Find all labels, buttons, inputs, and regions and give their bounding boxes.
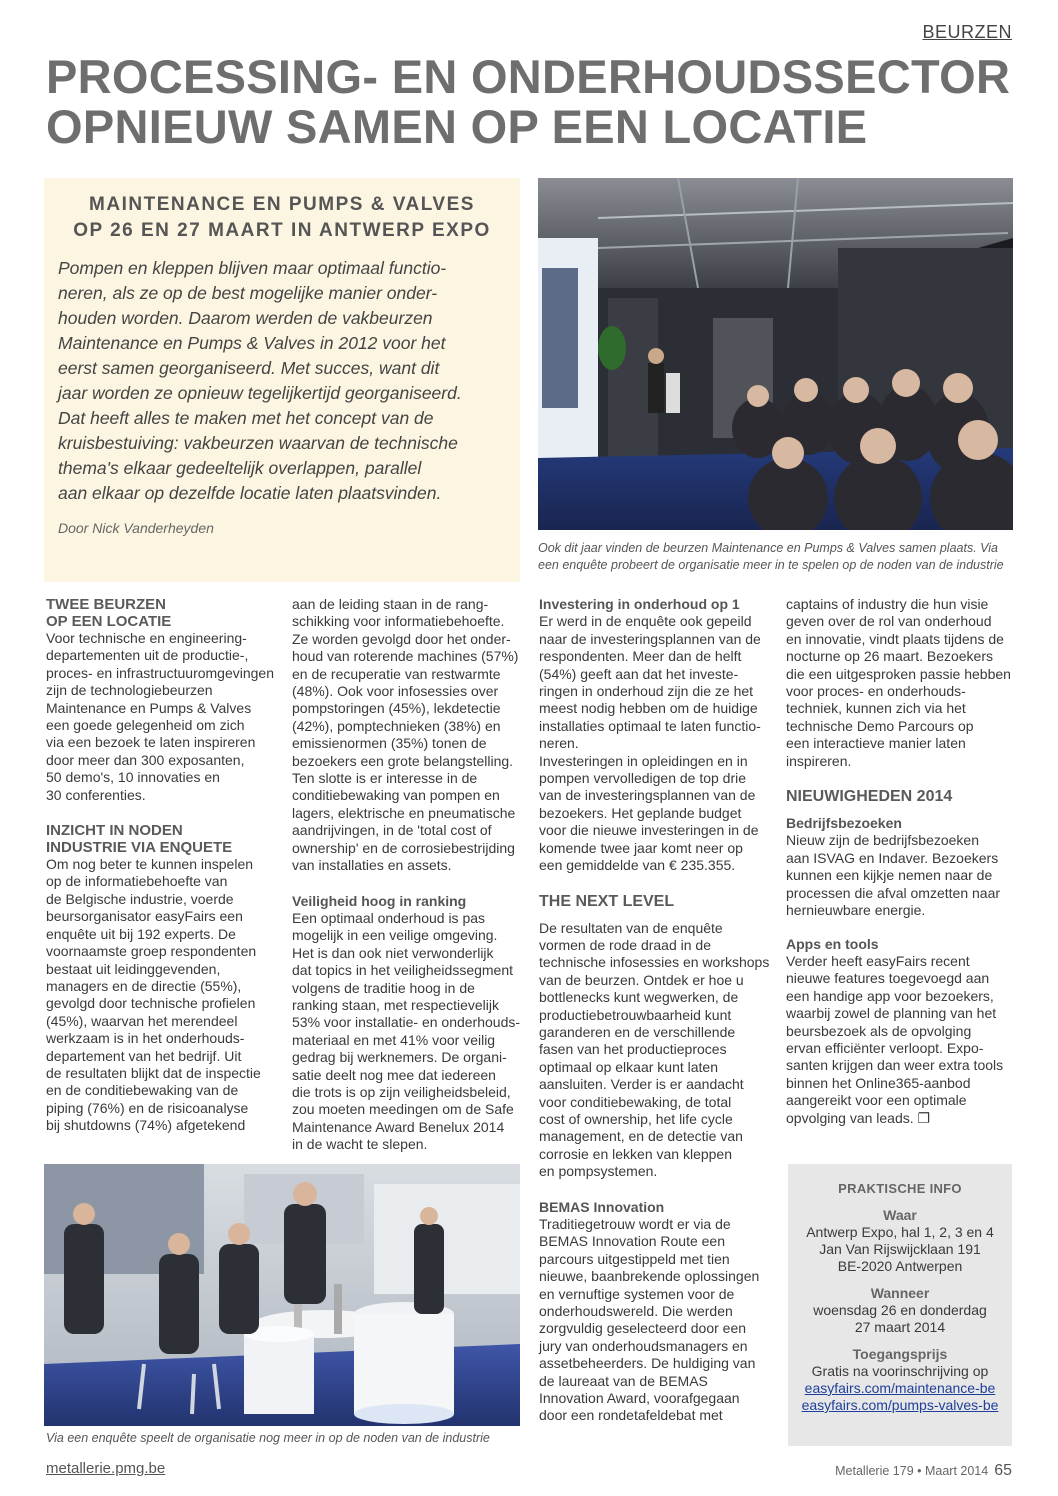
text-line: respondenten. Meer dan de helft [539,648,742,665]
info-address-line: Jan Van Rijswijcklaan 191 [819,1241,981,1257]
text-line: komende twee jaar komt neer op [539,839,743,856]
text-line: bezoekers. Het geplande budget [539,804,742,821]
text-line: waarbij zowel de planning van het [786,1005,997,1022]
text-line: door meer dan 300 exposanten, [46,751,245,768]
headline [46,52,1026,152]
exhibition-photo [44,1164,520,1426]
text-line: een goede gelegenheid om zich [46,717,245,734]
text-line: gedrag bij werknemers. De organi- [292,1049,507,1066]
info-waar-label: Waar [883,1207,917,1223]
text-line: proces- en infrastructuuromgevingen [46,664,275,681]
pumps-valves-link[interactable]: easyfairs.com/pumps-valves-be [801,1397,999,1413]
text-line: dat topics in het veiligheidssegment [292,962,514,979]
heading-next-level: THE NEXT LEVEL [539,892,675,910]
text-line: inspireren. [786,752,852,769]
heading-twee-beurzen [46,596,276,630]
intro-line: Pompen en kleppen blijven maar optimaal functio- [58,258,447,278]
text-line: een gemiddelde van € 235.355. [539,857,736,874]
text-line: installaties optimaal te laten functio- [539,717,761,734]
text-line: pompen vervolledigen de top drie [539,770,747,787]
text-line: technische Demo Parcours op [786,717,974,734]
heading-inzicht [46,822,276,856]
paragraph [46,856,276,1135]
text-line: 53% voor installatie- en onderhouds- [292,1014,521,1031]
text-line: onderhoudswereld. Die werden [539,1303,733,1320]
text-line: de Belgische industrie, voerde [46,890,234,907]
text-line: bij shutdowns (74%) afgetekend [46,1117,246,1134]
text-line: voornaamste groep respondenten [46,943,257,960]
text-line: binnen het Online365-aanbod [786,1074,971,1091]
text-line: die trots is op zijn veiligheidsbeleid, [292,1083,511,1100]
text-line: garanderen en de verschillende [539,1023,736,1040]
text-line: fasen van het productieproces [539,1041,727,1058]
paragraph [539,920,773,1181]
text-line: nocturne op 26 maart. Bezoekers [786,648,994,665]
text-line: bestaat uit leidinggevenden, [46,960,221,977]
text-line: technische infosessies en workshops [539,954,770,971]
intro-line: kruisbestuiving: vakbeurzen waarvan de technische [58,433,458,453]
text-line: ringen in onderhoud zijn die ze het [539,683,754,700]
text-line: Investeringen in opleidingen en in [539,752,748,769]
text-line: gevolgd door technische profielen [46,995,256,1012]
text-line: Nieuw zijn de bedrijfsbezoeken [786,832,979,849]
intro-line: Maintenance en Pumps & Valves in 2012 voor het [58,333,446,353]
intro-subtitle-line-2: OP 26 EN 27 MAART IN ANTWERP EXPO [73,220,491,241]
byline: Door Nick Vanderheyden [58,520,214,536]
text-line: op de informatiebehoefte van [46,873,228,890]
text-line: nieuwe, baanbrekende oplossingen [539,1268,760,1285]
text-line: voor conditiebewaking, de total [539,1093,732,1110]
text-line: ownership' en de corrosiebestrijding [292,839,515,856]
text-line: 30 conferenties. [46,786,146,803]
praktische-info-box [788,1164,1012,1446]
text-line: managers en de directie (55%), [46,977,242,994]
headline-line-2: OPNIEUW SAMEN OP EEN LOCATIE [46,100,868,153]
paragraph [292,596,526,875]
paragraph [539,613,773,874]
text-line: de resultaten blijkt dat de inspectie [46,1064,261,1081]
paragraph [786,953,1016,1127]
text-line: enquête uit bij 192 experts. De [46,925,236,942]
text-line: voor proces- en onderhouds- [786,683,966,700]
text-line: Een optimaal onderhoud is pas [292,909,486,926]
text-line: Ten slotte is er interesse in de [292,770,478,787]
heading-bedrijfsbezoeken: Bedrijfsbezoeken [786,815,902,832]
text-line: corrosie en lekken van kleppen [539,1145,733,1162]
text-line: aan de leiding staan in de rang- [292,596,489,612]
text-line: conditiebewaking van pompen en [292,787,500,804]
text-line: (54%) geeft aan dat het investe- [539,665,739,682]
intro-line: jaar worden ze opnieuw tegelijkertijd georganiseerd. [58,383,462,403]
info-prijs-label: Toegangsprijs [852,1346,948,1362]
text-line: in de wacht te slepen. [292,1136,428,1153]
heading-bemas: BEMAS Innovation [539,1198,665,1215]
text-line: ranking staan, met respectievelijk [292,996,499,1013]
text-line: captains of industry die hun visie [786,596,989,612]
text-line: opvolging van leads. ❐ [786,1109,931,1126]
text-line: (45%), waarvan het merendeel [46,1012,238,1029]
text-line: aangereikt voor een optimale [786,1092,967,1109]
footer-site-link[interactable]: metallerie.pmg.be [46,1460,166,1477]
info-title: PRAKTISCHE INFO [838,1181,962,1196]
text-line: en de recuperatie van restwarmte [292,665,501,682]
bottom-photo-caption: Via een enquête speelt de organisatie nog meer in op de noden van de industrie [46,1431,490,1445]
paragraph [46,630,276,804]
text-line: (48%). Ook voor infosessies over [292,683,499,700]
text-line: werkzaam is in het onderhouds- [46,1030,245,1047]
top-photo-caption [538,540,1018,574]
text-line: volgens de traditie hoog in de [292,979,475,996]
column-3 [539,596,773,1425]
page-number: 65 [994,1462,1012,1479]
intro-line: eerst samen georganiseerd. Met succes, want dit [58,358,440,378]
text-line: en pompsystemen. [539,1163,658,1180]
text-line: satie deelt nog mee dat iedereen [292,1066,496,1083]
text-line: santen krijgen dan weer extra tools [786,1057,1004,1074]
info-wanneer-label: Wanneer [870,1285,930,1301]
text-line: lagers, elektrische en pneumatische [292,804,516,821]
text-line: jury van onderhoudsmanagers en [539,1337,748,1354]
heading-apps-tools: Apps en tools [786,935,879,952]
text-line: Verder heeft easyFairs recent [786,952,970,969]
text-line: meest nodig hebben om de huidige [539,700,758,717]
text-line: van installaties en assets. [292,857,452,874]
text-line: departementen uit de productie-, [46,647,249,664]
text-line: emissienormen (35%) tonen de [292,735,487,752]
column-4 [786,596,1016,1127]
text-line: nieuwe features toegevoegd aan [786,970,990,987]
heading-veiligheid: Veiligheid hoog in ranking [292,892,467,909]
heading-line: INZICHT IN NODEN [46,822,183,840]
maintenance-link[interactable]: easyfairs.com/maintenance-be [804,1380,996,1396]
text-line: Traditiegetrouw wordt er via de [539,1216,731,1232]
text-line: 50 demo's, 10 innovaties en [46,769,220,786]
text-line: voor die nieuwe investeringen in de [539,822,759,839]
text-line: Maintenance Award Benelux 2014 [292,1118,505,1135]
text-line: beursbezoek als de opvolging [786,1022,972,1039]
conference-photo [538,178,1013,530]
text-line: naar de investeringsplannen van de [539,630,761,647]
info-prijs: Gratis na voorinschrijving op [811,1363,989,1379]
text-line: optimaal op elkaar kunt laten [539,1058,718,1075]
text-line: hernieuwbare energie. [786,902,926,919]
text-line: zou moeten meedingen om de Safe [292,1101,514,1118]
heading-line: OP EEN LOCATIE [46,613,172,630]
caption-line: een enquête probeert de organisatie meer in te spelen op de noden van de industrie [538,558,1004,572]
intro-line: houden worden. Daarom werden de vakbeurzen [58,308,433,328]
text-line: houd van roterende machines (57%) [292,648,519,665]
intro-line: aan elkaar op dezelfde locatie laten plaatsvinden. [58,483,442,503]
column-1 [46,596,276,1135]
text-line: zorgvuldig geselecteerd door een [539,1320,747,1337]
footer-issue [835,1462,1012,1480]
intro-line: Dat heeft alles te maken met het concept van de [58,408,434,428]
text-line: materiaal en met 41% voor veilig [292,1031,496,1048]
heading-nieuwigheden: NIEUWIGHEDEN 2014 [786,788,953,806]
text-line: pompstoringen (45%), lekdetectie [292,700,501,717]
text-line: schikking voor informatiebehoefte. [292,613,505,630]
text-line: mogelijk in een veilige omgeving. [292,927,498,944]
intro-subtitle [44,192,520,244]
text-line: en vernuftige systemen voor de [539,1285,735,1302]
text-line: kunnen een kijkje nemen naar de [786,867,993,884]
issue-text: Metallerie 179 • Maart 2014 [835,1464,989,1478]
text-line: Om nog beter te kunnen inspelen [46,856,254,873]
text-line: productiebetrouwbaarheid kunt [539,1006,732,1023]
text-line: Voor technische en engineering- [46,630,247,646]
text-line: neren. [539,735,579,752]
text-line: door een rondetafeldebat met [539,1407,723,1424]
text-line: Maintenance en Pumps & Valves [46,699,252,716]
column-2 [292,596,526,1154]
text-line: beursorganisator easyFairs een [46,908,243,925]
text-line: de laureaat van de BEMAS [539,1372,708,1389]
text-line: die een uitgesproken passie hebben [786,665,1011,682]
text-line: aandrijvingen, in de 'total cost of [292,822,492,839]
text-line: cost of ownership, het life cycle [539,1110,733,1127]
intro-lead [58,256,510,506]
text-line: (42%), pomptechnieken (38%) en [292,717,501,734]
section-tag: BEURZEN [922,22,1012,42]
caption-line: Ook dit jaar vinden de beurzen Maintenance en Pumps & Valves samen plaats. Via [538,541,998,555]
text-line: processen die afval omzetten naar [786,884,1001,901]
info-date-line: woensdag 26 en donderdag [813,1302,987,1318]
text-line: ervan efficiënter verloopt. Expo- [786,1039,984,1056]
paragraph [292,910,526,1154]
text-line: piping (76%) en de risicoanalyse [46,1099,249,1116]
text-line: Er werd in de enquête ook gepeild [539,613,752,630]
text-line: management, en de detectie van [539,1128,743,1145]
text-line: Ze worden gevolgd door het onder- [292,630,511,647]
text-line: aan ISVAG en Indaver. Bezoekers [786,849,999,866]
intro-line: thema's elkaar gedeeltelijk overlappen, parallel [58,458,422,478]
text-line: een handige app voor bezoekers, [786,987,994,1004]
info-date-line: 27 maart 2014 [854,1319,946,1335]
info-address-line: Antwerp Expo, hal 1, 2, 3 en 4 [806,1224,994,1240]
text-line: assetbeheerders. De huldiging van [539,1355,756,1372]
text-line: via een bezoek te laten inspireren [46,734,256,751]
text-line: Innovation Award, voorafgegaan [539,1390,740,1407]
text-line: bezoekers een grote belangstelling. [292,752,514,769]
text-line: geven over de rol van onderhoud [786,613,992,630]
headline-line-1: PROCESSING- EN ONDERHOUDSSECTOR [46,50,1011,103]
heading-line: INDUSTRIE VIA ENQUETE [46,839,233,857]
text-line: bottlenecks kunt wegwerken, de [539,989,739,1006]
paragraph [786,596,1016,770]
text-line: departement van het bedrijf. Uit [46,1047,242,1064]
text-line: en de conditiebewaking van de [46,1082,239,1099]
text-line: van de beurzen. Ontdek er hoe u [539,971,744,988]
paragraph [539,1216,773,1425]
text-line: zijn de technologiebeurzen [46,682,213,699]
text-line: parcours uitgestippeld met tien [539,1250,730,1267]
text-line: van de investeringsplannen van de [539,787,756,804]
intro-line: neren, als ze op de best mogelijke manier onder- [58,283,438,303]
text-line: Het is dan ook niet verwonderlijk [292,944,494,961]
heading-investering: Investering in onderhoud op 1 [539,596,740,612]
paragraph [786,832,1016,919]
text-line: vormen de rode draad in de [539,936,711,953]
text-line: techniek, kunnen zich via het [786,700,966,717]
heading-line: TWEE BEURZEN [46,596,166,613]
text-line: aansluiten. Verder is er aandacht [539,1076,744,1093]
text-line: een interactieve manier laten [786,735,966,752]
text-line: en innovatie, vindt plaats tijdens de [786,630,1004,647]
info-address-line: BE-2020 Antwerpen [837,1258,963,1274]
text-line: De resultaten van de enquête [539,919,723,936]
text-line: BEMAS Innovation Route een [539,1233,726,1250]
intro-subtitle-line-1: MAINTENANCE EN PUMPS & VALVES [89,194,475,215]
